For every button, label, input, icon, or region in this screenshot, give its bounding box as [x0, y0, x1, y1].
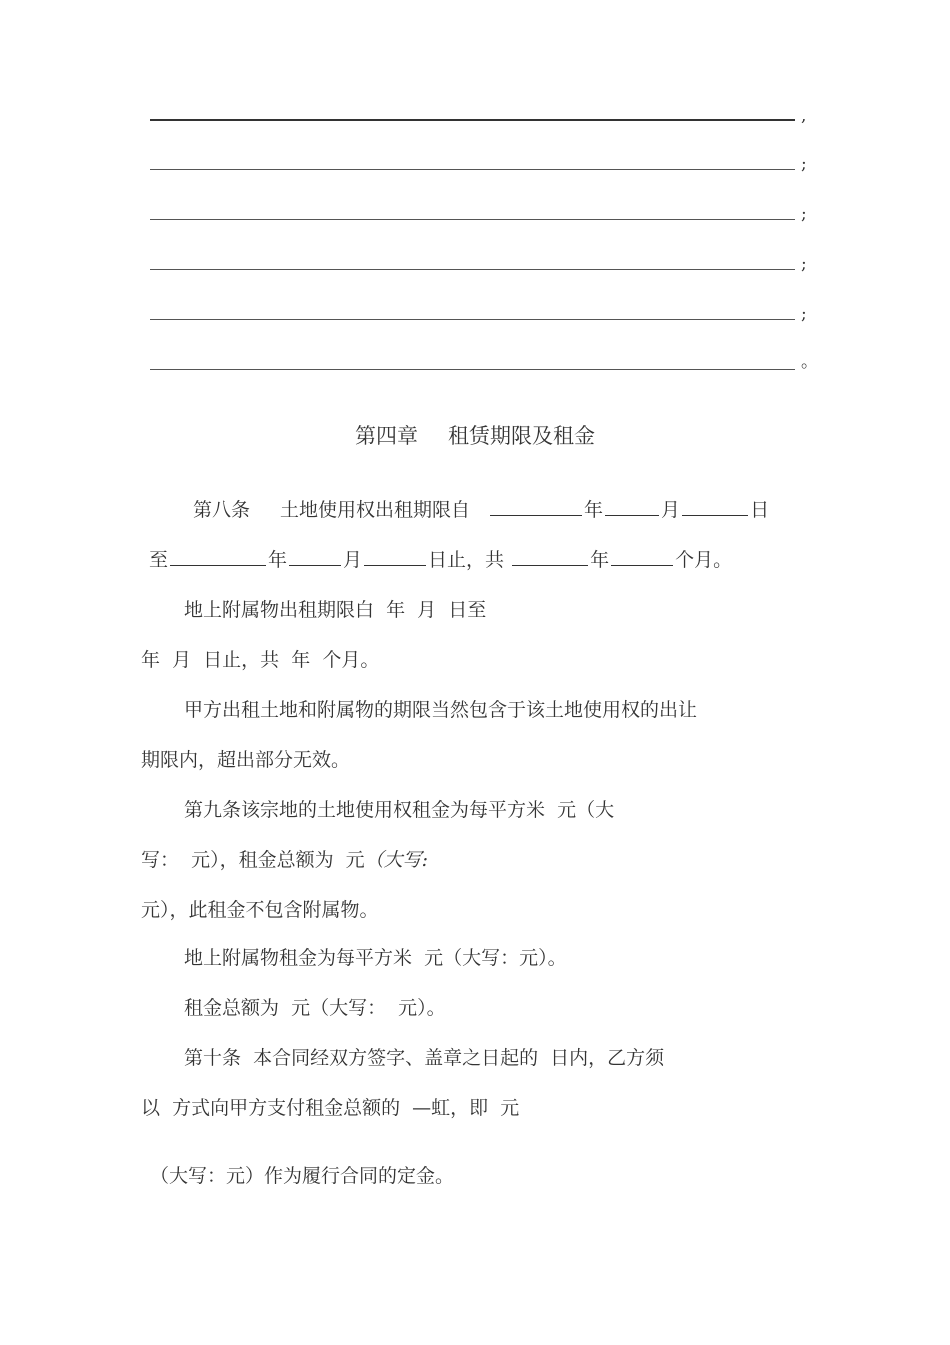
- included-term-line-1: 甲方出租土地和附属物的期限当然包含于该土地使用权的出让: [184, 699, 698, 721]
- article-8-line-1: [193, 497, 769, 522]
- article-10-line-2: 以 方式向甲方支付租金总额的 —虹，即 元: [141, 1097, 520, 1119]
- article-9-line-2-main: 写： 元），租金总额为 元: [141, 849, 365, 871]
- article-10-line-3: （大写：元）作为履行合同的定金。: [150, 1165, 455, 1187]
- line-end-punct-5: ;: [801, 304, 807, 324]
- total-months-blank[interactable]: [611, 547, 673, 566]
- line-end-punct-2: ;: [801, 154, 807, 174]
- start-day-blank[interactable]: [682, 497, 748, 516]
- months-suffix: 个月。: [675, 549, 733, 571]
- start-month-blank[interactable]: [605, 497, 659, 516]
- article-8-label: 第八条: [193, 499, 251, 521]
- year-label: 年: [584, 499, 604, 521]
- line-end-punct-4: ;: [801, 254, 807, 274]
- month-label: 月: [661, 499, 681, 521]
- article-10-line-1: 第十条 本合同经双方签字、盖章之日起的 日内，乙方须: [184, 1047, 665, 1069]
- article-8-text: 土地使用权出租期限自: [280, 499, 471, 521]
- line-end-punct-3: ;: [801, 204, 807, 224]
- chapter-heading: [0, 423, 950, 449]
- day-label: 日: [750, 499, 770, 521]
- article-9-line-2: [141, 848, 428, 872]
- blank-line-3: [150, 219, 795, 220]
- attachment-term-line-1: 地上附属物出租期限白 年 月 日至: [184, 599, 487, 621]
- end-text: 日止，共: [428, 549, 505, 571]
- included-term-line-2: 期限内，超出部分无效。: [141, 749, 351, 771]
- to-label: 至: [149, 549, 169, 571]
- line-end-punct-6: 。: [801, 352, 818, 372]
- end-year-blank[interactable]: [170, 547, 266, 566]
- total-rent: 租金总额为 元（大写： 元）。: [184, 997, 446, 1019]
- total-year-label: 年: [590, 549, 610, 571]
- article-9-line-2-capital: （大写:: [364, 849, 429, 871]
- start-year-blank[interactable]: [490, 497, 582, 516]
- end-month-label: 月: [343, 549, 363, 571]
- end-month-blank[interactable]: [289, 547, 341, 566]
- blank-line-2: [150, 169, 795, 170]
- blank-line-5: [150, 319, 795, 320]
- blank-line-4: [150, 269, 795, 270]
- line-end-punct-1: ,: [801, 106, 807, 126]
- article-9-line-3: 元），此租金不包含附属物。: [141, 899, 379, 921]
- chapter-number: 第四章: [355, 424, 418, 448]
- blank-line-6: [150, 369, 795, 370]
- article-9-line-1: 第九条该宗地的土地使用权租金为每平方米 元（大: [184, 799, 615, 821]
- article-8-line-2: [149, 547, 732, 572]
- attachment-term-line-2: 年 月 日止，共 年 个月。: [141, 649, 380, 671]
- total-years-blank[interactable]: [512, 547, 588, 566]
- end-year-label: 年: [268, 549, 288, 571]
- blank-line-1: [150, 119, 795, 121]
- attachment-rent: 地上附属物租金为每平方米 元（大写：元）。: [184, 947, 567, 969]
- chapter-title: 租赁期限及租金: [448, 424, 595, 448]
- end-day-blank[interactable]: [364, 547, 426, 566]
